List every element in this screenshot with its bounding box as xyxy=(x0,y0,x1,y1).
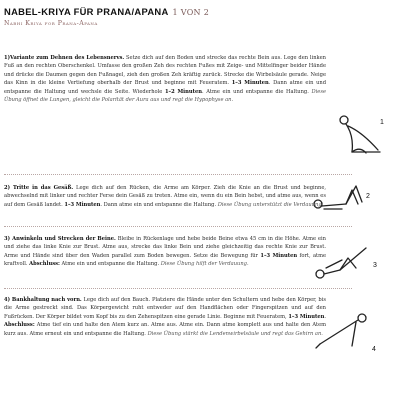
exercise-1-lead: 1)Variante zum Dehnen des Lebensnervs. xyxy=(4,55,125,61)
exercise-4-note: Diese Übung stärkt die Lendenwirbelsäule und regt das Gehirn an. xyxy=(147,330,323,337)
exercise-4-end: Atme tief ein und halte den Atem kurz an. Atme aus. Atme ein. Dann atme komplett aus und halte den Atem kurz aus. Atme erneut ein und entspanne die Haltung. xyxy=(4,322,326,337)
exercise-1-body: Setze dich auf den Boden und strecke das rechte Bein aus. Lege den linken Fuß an den rechten Oberschenkel. Umfasse den großen Zeh des rechten Fußes mit Zeige- und Mittelfinger beider Hände und drücke die Daumen gegen den Fußnagel, zieh den großen Zeh kräftig zurück. Strecke die Wirbelsäule gerade. Neige das Kinn in die kleine Vertiefung oberhalb der Brust und beginne mit Feueratem. xyxy=(4,55,326,87)
divider xyxy=(4,226,352,227)
exercise-4-after: . xyxy=(324,313,327,320)
divider xyxy=(4,174,352,175)
exercise-2 xyxy=(4,184,326,209)
figure-2-number: 2 xyxy=(366,193,370,200)
page-subtitle: Nabhi Kriya for Prana-Apana xyxy=(4,20,98,27)
figure-3-leg-extension xyxy=(314,238,372,288)
exercise-1-after: . Dann atme ein und entspanne die Haltung und wechsle die Seite. Wiederhole xyxy=(4,80,327,95)
title-text: NABEL-KRIYA FÜR PRANA/APANA xyxy=(4,6,169,17)
exercise-3-label: Abschluss: xyxy=(29,261,60,268)
exercise-3-time: 1–3 Minuten xyxy=(260,252,298,259)
exercise-4-time: 1–3 Minuten xyxy=(288,313,325,320)
exercise-3-end: Atme ein und entspanne die Haltung. xyxy=(59,261,160,268)
exercise-2-time: 1–3 Minuten xyxy=(64,201,101,208)
figure-3-number: 3 xyxy=(373,262,377,269)
exercise-4 xyxy=(4,296,326,338)
exercise-3-body: Bleibe in Rückenlage und hebe beide Beine etwa 45 cm in die Höhe. Atme ein und ziehe das linke Knie zur Brust. Atme aus, strecke das linke Bein und ziehe gleichzeitig das rechte Knie zur Brust. Arme und Hände sind über den Waden parallel zum Boden bewegen. Setze die Bewegung für xyxy=(4,236,326,259)
exercise-4-label: Abschluss: xyxy=(4,322,35,329)
exercise-1 xyxy=(4,54,326,104)
exercise-4-body: Lege dich auf den Bauch. Platziere die Hände unter den Schultern und hebe den Körper, bis die Arme gestreckt sind. Das Körpergewicht ruht entweder auf den Handflächen oder Fingerspitzen und auf den Fußrücken. Der Körper bildet vom Kopf bis zu den Zehenspitzen eine gerade Linie. Beginne mit Feueratem, xyxy=(4,297,326,320)
exercise-3-lead: 3) Anwinkeln und Strecken der Beine. xyxy=(4,236,116,242)
exercise-1-time2: 1–2 Minuten xyxy=(164,88,202,95)
exercise-2-note: Diese Übung unterstützt die Verdauung. xyxy=(217,201,324,208)
exercise-1-end: . Atme ein und entspanne die Haltung. xyxy=(201,88,309,95)
exercise-4-lead: 4) Bankhaltung nach vorn. xyxy=(4,297,82,303)
exercise-3-note: Diese Übung hilft der Verdauung. xyxy=(160,261,249,268)
exercise-1-note: Diese Übung öffnet die Lungen, gleicht die Polarität der Aura aus und regt die Hypophyse an. xyxy=(4,88,327,104)
exercise-2-body: Lege dich auf den Rücken, die Arme am Körper. Zieh die Knie an die Brust und beginne, abwechselnd mit linker und rechter Ferse dein Gesäß zu treten. Atme ein, wenn du ein Bein hebst, und atme aus, wenn es auf dem Gesäß landet. xyxy=(4,185,327,208)
exercise-1-time: 1–3 Minuten xyxy=(231,80,269,87)
figure-1-number: 1 xyxy=(380,119,384,126)
page-title xyxy=(4,6,209,17)
figure-4-plank xyxy=(312,306,372,356)
figure-2-heel-kicks xyxy=(312,176,366,216)
exercise-2-lead: 2) Tritte in das Gesäß. xyxy=(4,185,74,191)
exercise-3 xyxy=(4,235,326,269)
page-indicator: 1 VON 2 xyxy=(172,8,210,17)
divider xyxy=(4,288,352,289)
figure-1-seated-stretch xyxy=(328,106,388,166)
exercise-3-after: fort, atme kraftvoll. xyxy=(4,252,327,268)
figure-4-number: 4 xyxy=(372,346,376,353)
exercise-2-after: . Dann atme ein und entspanne die Haltung. xyxy=(100,201,217,208)
